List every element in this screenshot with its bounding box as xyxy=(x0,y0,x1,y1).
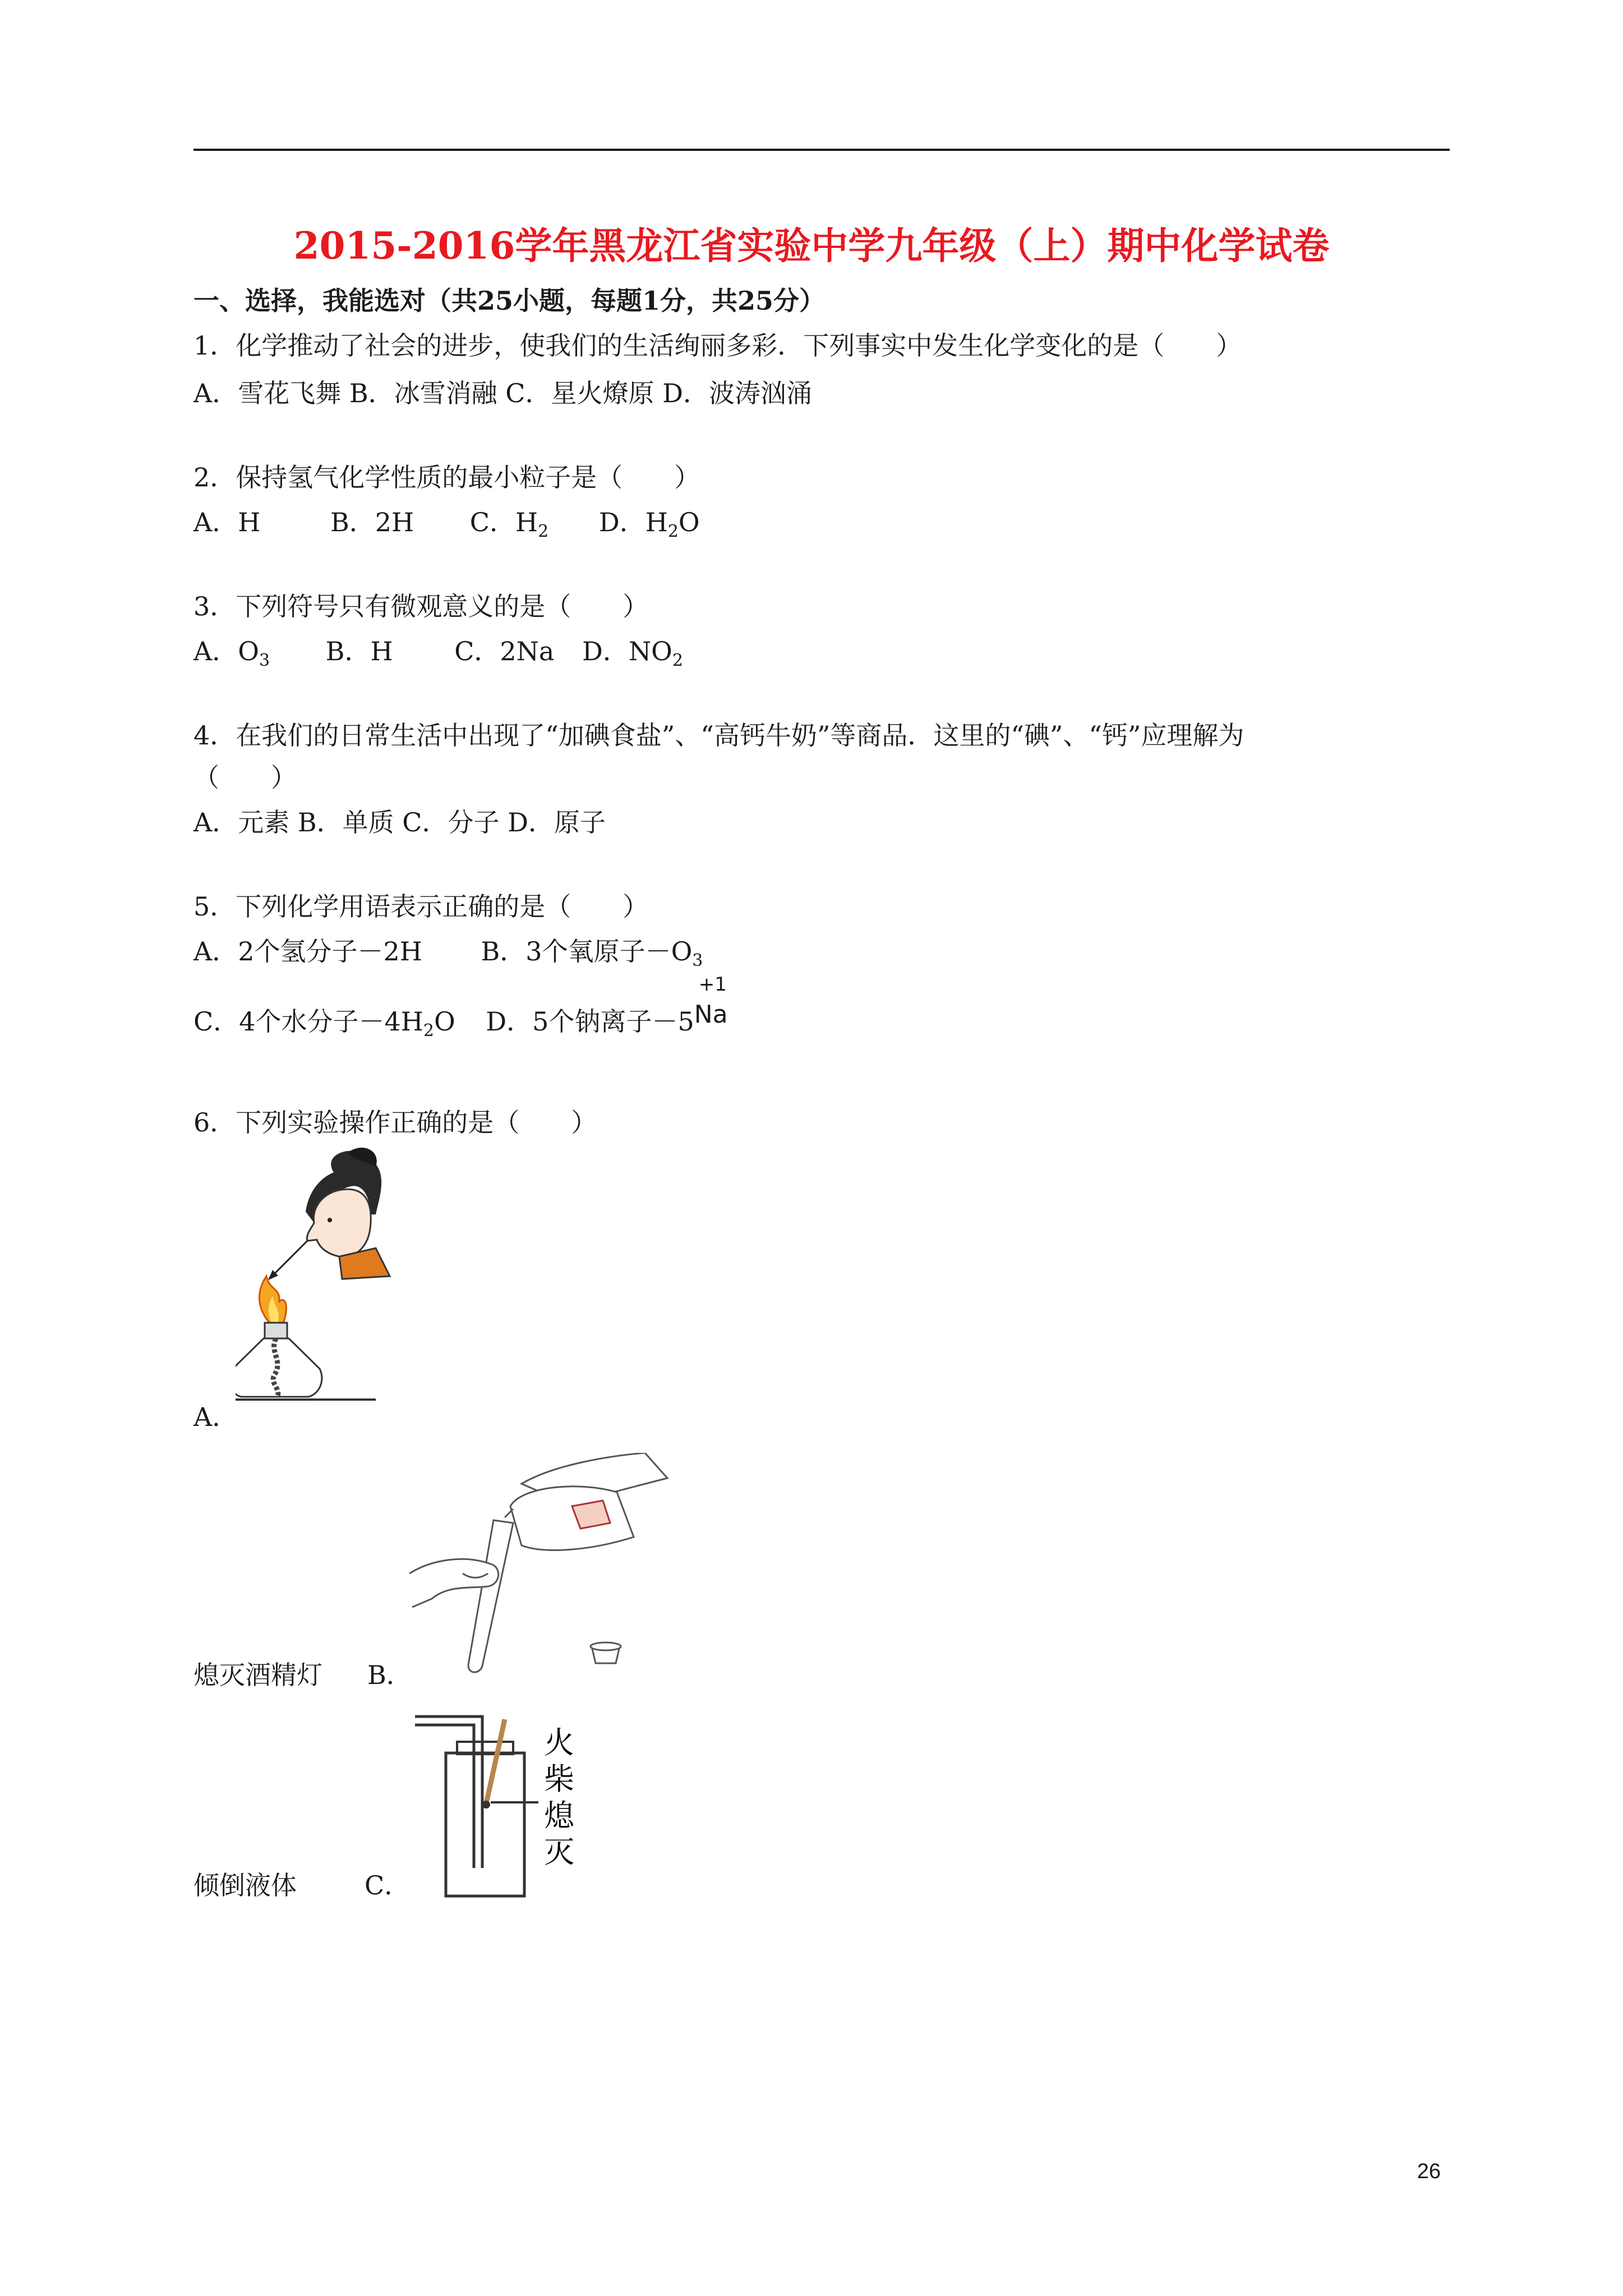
label-char-4: 灭 xyxy=(544,1834,574,1870)
question-6-stem: 6．下列实验操作正确的是（ ） xyxy=(193,1107,597,1138)
option-a-label: A． xyxy=(193,1402,238,1432)
figure-a-blowing-lamp xyxy=(236,1144,426,1436)
option-c-label: C． xyxy=(365,1870,411,1901)
label-char-2: 柴 xyxy=(544,1761,574,1797)
option-d: D．NO2 xyxy=(582,636,683,670)
option-b: B．H xyxy=(325,636,393,666)
figure-b-pouring-liquid xyxy=(409,1453,701,1677)
option-b: B．3个氧原子－O3 xyxy=(481,936,703,970)
lamp-wick-holder xyxy=(265,1323,287,1338)
option-c: C．4个水分子－4H2O xyxy=(193,1006,455,1041)
option-a: A．2个氢分子－2H xyxy=(193,936,422,967)
header-rule xyxy=(193,149,1450,151)
question-1-stem: 1．化学推动了社会的进步，使我们的生活绚丽多彩．下列事实中发生化学变化的是（ ） xyxy=(193,330,1242,361)
question-2-stem: 2．保持氢气化学性质的最小粒子是（ ） xyxy=(193,462,700,493)
option-c: C．H2 xyxy=(469,507,549,541)
question-3-options xyxy=(193,631,683,670)
page-title: 2015-2016学年黑龙江省实验中学九年级（上）期中化学试卷 xyxy=(293,224,1330,268)
option-a: A．H xyxy=(193,507,261,537)
option-c: C．2Na xyxy=(454,636,555,666)
delivery-tube xyxy=(415,1717,482,1868)
reagent-bottle xyxy=(510,1487,634,1550)
option-b: B．2H xyxy=(330,507,414,537)
option-b-caption: 倾倒液体 xyxy=(193,1870,297,1901)
sodium-ion-symbol: +1 Na xyxy=(694,973,728,1029)
question-1-options: A．雪花飞舞 B．冰雪消融 C．星火燎原 D．波涛汹涌 xyxy=(193,378,812,408)
option-a-caption: 熄灭酒精灯 xyxy=(193,1660,322,1690)
label-char-1: 火 xyxy=(544,1725,574,1760)
section-heading: 一、选择，我能选对（共25小题，每题1分，共25分） xyxy=(193,286,826,316)
question-3-stem: 3．下列符号只有微观意义的是（ ） xyxy=(193,591,649,622)
question-5-options-row2 xyxy=(193,973,734,1041)
question-5-options-row1 xyxy=(193,931,703,970)
question-2-options xyxy=(193,502,700,541)
option-a: A．O3 xyxy=(193,636,270,670)
label-char-3: 熄 xyxy=(544,1798,574,1833)
question-5-stem: 5．下列化学用语表示正确的是（ ） xyxy=(193,891,649,922)
option-d: D．H2O xyxy=(598,507,700,541)
option-b-label: B． xyxy=(367,1660,412,1690)
option-d: D．5个钠离子－5 +1 Na xyxy=(486,1001,733,1038)
question-4-stem-cont: （ ） xyxy=(193,762,297,793)
gas-bottle xyxy=(446,1753,524,1896)
match-stick xyxy=(486,1719,505,1803)
test-tube xyxy=(468,1520,513,1672)
question-4-options: A．元素 B．单质 C．分子 D．原子 xyxy=(193,807,606,838)
page-number: 26 xyxy=(1417,2160,1441,2183)
figure-c-gas-bottle xyxy=(412,1708,592,1902)
question-4-stem: 4．在我们的日常生活中出现了“加碘食盐”、“高钙牛奶”等商品．这里的“碘”、“钙”应理解为 xyxy=(193,720,1244,751)
